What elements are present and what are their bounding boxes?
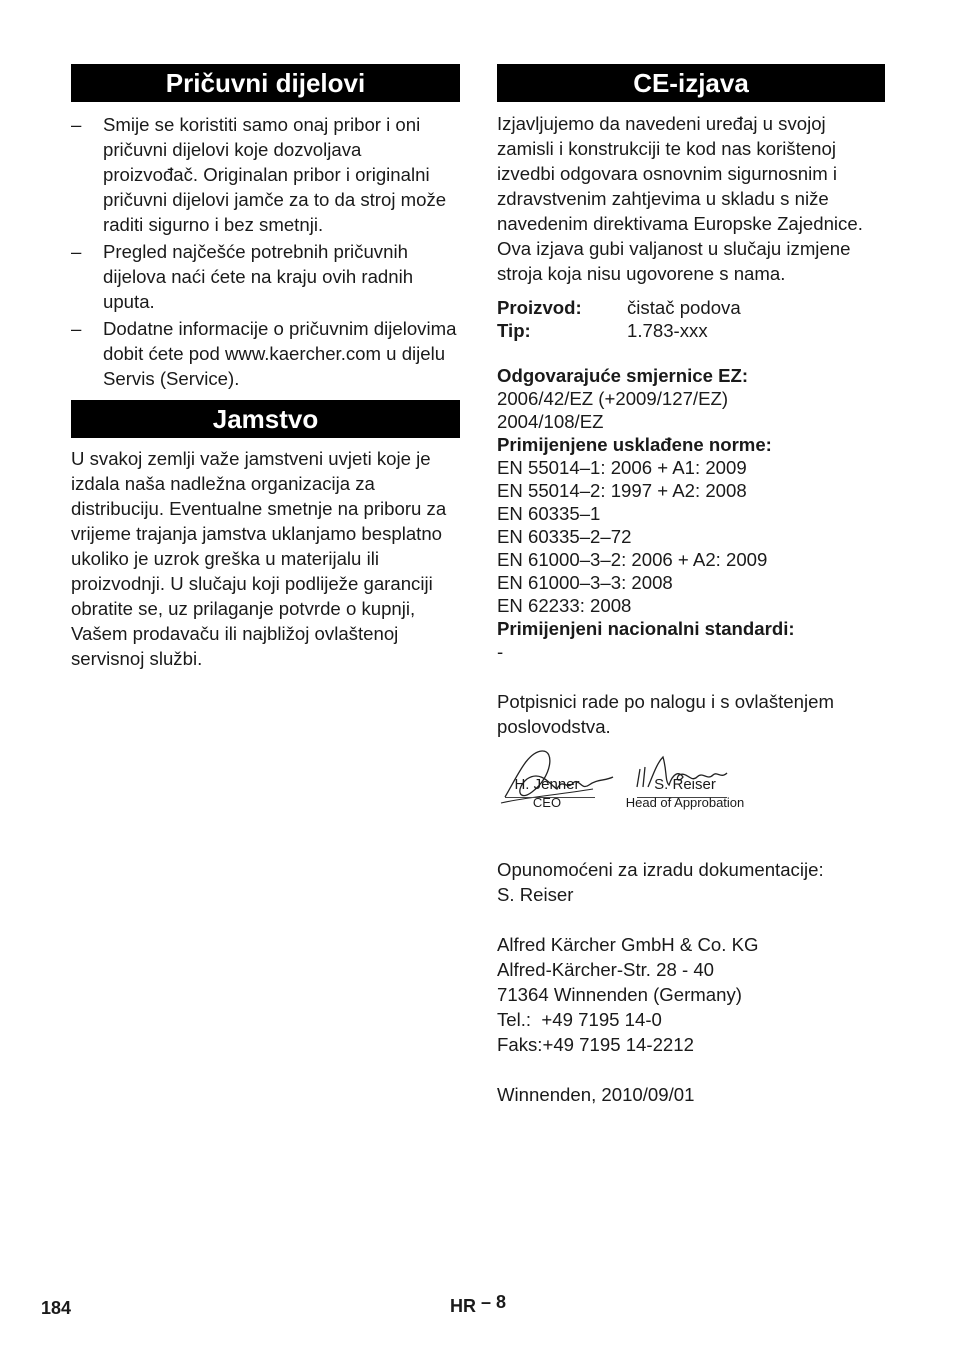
directive-item: 2006/42/EZ (+2009/127/EZ) xyxy=(497,388,729,409)
warranty-heading: Jamstvo xyxy=(71,400,460,438)
signatories-text: Potpisnici rade po nalogu i s ovlaštenjem poslovodstva. xyxy=(497,691,834,737)
company-line: Faks:+49 7195 14-2212 xyxy=(497,1034,694,1055)
norm-item: EN 60335–2–72 xyxy=(497,526,632,547)
national-standards-label: Primijenjeni nacionalni standardi: xyxy=(497,618,795,639)
company-line: 71364 Winnenden (Germany) xyxy=(497,984,742,1005)
norm-item: EN 55014–1: 2006 + A1: 2009 xyxy=(497,457,747,478)
spare-parts-list xyxy=(71,112,460,391)
signature-reiser: S. Reiser Head of Approbation xyxy=(625,776,745,810)
signatures xyxy=(497,747,885,847)
directives-block xyxy=(497,364,885,663)
place-date: Winnenden, 2010/09/01 xyxy=(497,1084,695,1105)
norm-item: EN 60335–1 xyxy=(497,503,601,524)
ce-intro-text: Izjavljujemo da navedeni uređaj u svojoj zamisli i konstrukciji te kod nas korištenoj izvedbi odgovara osnovnim sigurnosnim i zdravstvenim zahtjevima u skladu s niže navedenim direktivama Europske Zajednice. Ova izjava gubi valjanost u slučaju izmjene stroja koja nisu ugovorene s nama. xyxy=(497,113,863,284)
company-line: Alfred-Kärcher-Str. 28 - 40 xyxy=(497,959,715,980)
norm-item: EN 55014–2: 1997 + A2: 2008 xyxy=(497,480,747,501)
authorized-name: S. Reiser xyxy=(497,884,574,905)
norm-item: EN 61000–3–3: 2008 xyxy=(497,572,673,593)
directive-item: 2004/108/EZ xyxy=(497,411,604,432)
ce-declaration-heading: CE-izjava xyxy=(497,64,885,102)
norms-label: Primijenjene usklađene norme: xyxy=(497,434,772,455)
list-item: – Dodatne informacije o pričuvnim dijelovima dobit ćete pod www.kaercher.com u dijelu Servis (Service). xyxy=(71,318,457,389)
national-standards-value: - xyxy=(497,641,504,662)
warranty-text: U svakoj zemlji važe jamstveni uvjeti koje je izdala naša nadležna organizacija za distribuciju. Eventualne smetnje na priboru za vrijeme trajanja jamstva uklanjamo besplatno ukoliko je uzrok greška u materijalu ili proizvodnji. U slučaju koji podliježe garanciji obratite se, uz prilaganje potvrde o kupnji, Vašem prodavaču ili najbližoj ovlaštenoj servisnoj službi. xyxy=(71,448,447,669)
directives-label: Odgovarajuće smjernice EZ: xyxy=(497,365,749,386)
company-line: Tel.: +49 7195 14-0 xyxy=(497,1009,662,1030)
authorized-block xyxy=(497,857,885,907)
signature-jenner: H. Jenner CEO xyxy=(514,776,580,810)
page-number: 184 xyxy=(41,1298,72,1318)
company-address xyxy=(497,932,885,1057)
spare-parts-heading: Pričuvni dijelovi xyxy=(71,64,460,102)
norm-item: EN 61000–3–2: 2006 + A2: 2009 xyxy=(497,549,768,570)
authorized-label: Opunomoćeni za izradu dokumentacije: xyxy=(497,859,824,880)
right-column xyxy=(497,64,885,1107)
company-line: Alfred Kärcher GmbH & Co. KG xyxy=(497,934,759,955)
language-page-marker: HR – 8 xyxy=(450,1292,507,1316)
product-info xyxy=(497,296,885,342)
product-row: Proizvod: čistač podova xyxy=(497,297,741,318)
norm-item: EN 62233: 2008 xyxy=(497,595,632,616)
list-item: – Pregled najčešće potrebnih pričuvnih dijelova naći ćete na kraju ovih radnih uputa. xyxy=(71,241,414,312)
list-item: – Smije se koristiti samo onaj pribor i oni pričuvni dijelovi koje dozvoljava proizvođač. Originalan pribor i originalni pričuvni dijelovi jamče za to da stroj može raditi sigurno i bez smetnji. xyxy=(71,114,447,235)
left-column xyxy=(71,64,460,671)
type-row: Tip: 1.783-xxx xyxy=(497,320,708,341)
